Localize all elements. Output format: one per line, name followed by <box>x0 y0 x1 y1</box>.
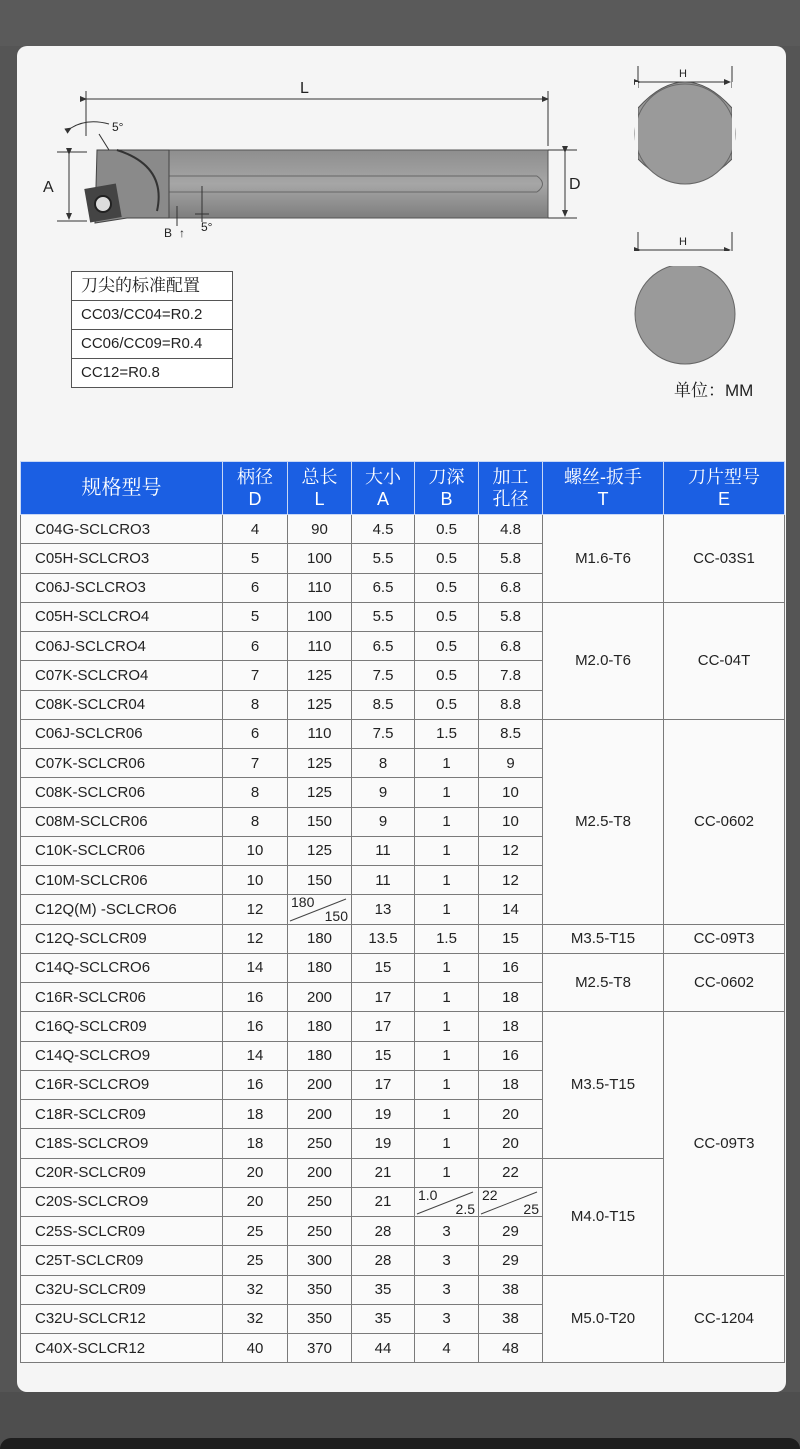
cell-hole: 38 <box>479 1275 543 1304</box>
cell-hole: 10 <box>479 778 543 807</box>
cell-B: 0.5 <box>415 690 479 719</box>
table-row <box>21 1275 785 1304</box>
cell-D: 7 <box>223 661 288 690</box>
cell-model: C16Q-SCLCR09 <box>21 1012 223 1041</box>
cell-B: 0.5 <box>415 632 479 661</box>
cell-D: 16 <box>223 1070 288 1099</box>
cell-D: 10 <box>223 836 288 865</box>
cell-insert-model: CC-09T3 <box>664 924 785 953</box>
cell-D: 5 <box>223 602 288 631</box>
cell-D: 4 <box>223 515 288 544</box>
cell-B: 1 <box>415 983 479 1012</box>
cell-model: C05H-SCLCRO4 <box>21 602 223 631</box>
cell-B: 1 <box>415 1012 479 1041</box>
cell-D: 20 <box>223 1158 288 1187</box>
cell-model: C20S-SCLCRO9 <box>21 1187 223 1216</box>
cell-A: 9 <box>352 778 415 807</box>
cell-D: 8 <box>223 778 288 807</box>
cell-D: 32 <box>223 1275 288 1304</box>
cell-model: C10K-SCLCR06 <box>21 836 223 865</box>
top-frame <box>0 0 800 46</box>
cell-A: 15 <box>352 953 415 982</box>
cell-model: C08K-SCLCR06 <box>21 778 223 807</box>
table-row <box>21 1012 785 1041</box>
cell-hole: 12 <box>479 836 543 865</box>
header-screw-wrench: 螺丝-扳手 T <box>543 462 664 515</box>
cell-B: 0.5 <box>415 602 479 631</box>
dim-H2-label: H <box>679 236 687 248</box>
cell-L: 125 <box>288 749 352 778</box>
dim-A-label: A <box>43 179 54 196</box>
cell-B: 1 <box>415 866 479 895</box>
cell-model: C06J-SCLCRO3 <box>21 573 223 602</box>
cell-model: C16R-SCLCRO9 <box>21 1070 223 1099</box>
cell-insert-model: CC-04T <box>664 602 785 719</box>
cell-D: 25 <box>223 1246 288 1275</box>
cell-hole: 16 <box>479 953 543 982</box>
cell-hole: 12 <box>479 866 543 895</box>
cell-B-split: 1.0 2.5 <box>415 1187 479 1216</box>
cell-model: C14Q-SCLCRO9 <box>21 1041 223 1070</box>
cell-hole: 48 <box>479 1334 543 1363</box>
cell-A: 35 <box>352 1275 415 1304</box>
svg-text:↑: ↑ <box>179 226 185 240</box>
cell-L: 300 <box>288 1246 352 1275</box>
cell-screw-wrench: M3.5-T15 <box>543 1012 664 1158</box>
cell-B: 0.5 <box>415 515 479 544</box>
cell-hole-split: 22 25 <box>479 1187 543 1216</box>
cell-hole: 14 <box>479 895 543 924</box>
dim-L-label: L <box>300 80 309 97</box>
cell-D: 14 <box>223 1041 288 1070</box>
cell-hole: 18 <box>479 1070 543 1099</box>
cell-L: 200 <box>288 1070 352 1099</box>
cell-D: 18 <box>223 1100 288 1129</box>
cell-B: 1 <box>415 895 479 924</box>
cell-D: 10 <box>223 866 288 895</box>
cell-model: C25S-SCLCR09 <box>21 1217 223 1246</box>
cell-hole: 15 <box>479 924 543 953</box>
cell-D: 32 <box>223 1304 288 1333</box>
cell-model: C32U-SCLCR12 <box>21 1304 223 1333</box>
header-shank-dia: 柄径 D <box>223 462 288 515</box>
cell-L: 150 <box>288 807 352 836</box>
cell-A: 17 <box>352 983 415 1012</box>
tip-radius-title: 刀尖的标准配置 <box>81 276 200 295</box>
table-row <box>21 924 785 953</box>
cell-B: 1 <box>415 778 479 807</box>
cell-model: C06J-SCLCRO4 <box>21 632 223 661</box>
cell-B: 1 <box>415 953 479 982</box>
cell-L: 250 <box>288 1187 352 1216</box>
cell-hole: 5.8 <box>479 602 543 631</box>
cell-hole: 16 <box>479 1041 543 1070</box>
cell-D: 40 <box>223 1334 288 1363</box>
cell-hole: 6.8 <box>479 573 543 602</box>
cell-B: 0.5 <box>415 661 479 690</box>
cell-A: 6.5 <box>352 573 415 602</box>
cell-insert-model: CC-1204 <box>664 1275 785 1363</box>
cell-hole: 38 <box>479 1304 543 1333</box>
cell-L: 100 <box>288 602 352 631</box>
cell-D: 20 <box>223 1187 288 1216</box>
cell-B: 3 <box>415 1246 479 1275</box>
cell-D: 25 <box>223 1217 288 1246</box>
tip-radius-row: CC12=R0.8 <box>72 358 232 387</box>
bottom-frame <box>0 1392 800 1449</box>
header-insert-model: 刀片型号 E <box>664 462 785 515</box>
cell-model: C10M-SCLCR06 <box>21 866 223 895</box>
cell-A: 44 <box>352 1334 415 1363</box>
cell-B: 0.5 <box>415 573 479 602</box>
cell-B: 1 <box>415 1129 479 1158</box>
cell-B: 1 <box>415 807 479 836</box>
cell-L: 180 <box>288 1012 352 1041</box>
cell-A: 28 <box>352 1217 415 1246</box>
cell-A: 21 <box>352 1187 415 1216</box>
cell-screw-wrench: M2.0-T6 <box>543 602 664 719</box>
cell-A: 19 <box>352 1100 415 1129</box>
cell-D: 16 <box>223 1012 288 1041</box>
table-row <box>21 719 785 748</box>
cell-A: 8 <box>352 749 415 778</box>
cell-hole: 29 <box>479 1246 543 1275</box>
cell-hole: 20 <box>479 1129 543 1158</box>
angle-bottom-label: 5° <box>201 220 213 234</box>
cell-D: 6 <box>223 632 288 661</box>
cell-model: C18R-SCLCR09 <box>21 1100 223 1129</box>
cell-A: 21 <box>352 1158 415 1187</box>
table-header-row <box>21 462 785 515</box>
cell-A: 6.5 <box>352 632 415 661</box>
cell-model: C16R-SCLCR06 <box>21 983 223 1012</box>
cell-A: 17 <box>352 1070 415 1099</box>
cell-L: 125 <box>288 778 352 807</box>
cell-A: 9 <box>352 807 415 836</box>
cell-A: 11 <box>352 866 415 895</box>
cell-D: 12 <box>223 924 288 953</box>
header-hole-dia: 加工 孔径 <box>479 462 543 515</box>
cell-L: 200 <box>288 1100 352 1129</box>
tool-diagram-svg <box>17 46 786 456</box>
cell-L: 110 <box>288 719 352 748</box>
cell-insert-model: CC-03S1 <box>664 515 785 603</box>
cell-model: C18S-SCLCRO9 <box>21 1129 223 1158</box>
cell-D: 8 <box>223 690 288 719</box>
cell-B: 0.5 <box>415 544 479 573</box>
cell-A: 35 <box>352 1304 415 1333</box>
cell-B: 1 <box>415 749 479 778</box>
cell-hole: 29 <box>479 1217 543 1246</box>
cell-model: C32U-SCLCR09 <box>21 1275 223 1304</box>
cell-B: 4 <box>415 1334 479 1363</box>
cell-model: C08M-SCLCR06 <box>21 807 223 836</box>
cell-model: C14Q-SCLCRO6 <box>21 953 223 982</box>
cell-model: C12Q-SCLCR09 <box>21 924 223 953</box>
cell-model: C07K-SCLCRO4 <box>21 661 223 690</box>
cell-D: 18 <box>223 1129 288 1158</box>
header-depth: 刀深 B <box>415 462 479 515</box>
cell-L: 180 <box>288 953 352 982</box>
cell-hole: 18 <box>479 1012 543 1041</box>
cell-insert-model: CC-0602 <box>664 719 785 924</box>
cell-model: C06J-SCLCR06 <box>21 719 223 748</box>
cell-A: 11 <box>352 836 415 865</box>
cell-L: 370 <box>288 1334 352 1363</box>
table-row <box>21 515 785 544</box>
cell-hole: 10 <box>479 807 543 836</box>
cell-hole: 8.8 <box>479 690 543 719</box>
cell-B: 3 <box>415 1304 479 1333</box>
cell-A: 8.5 <box>352 690 415 719</box>
cell-A: 28 <box>352 1246 415 1275</box>
cell-L: 100 <box>288 544 352 573</box>
tip-radius-config-box <box>71 271 233 388</box>
cell-L: 180 <box>288 1041 352 1070</box>
cell-A: 7.5 <box>352 661 415 690</box>
cell-screw-wrench: M2.5-T8 <box>543 953 664 1012</box>
cell-B: 1.5 <box>415 924 479 953</box>
cell-L: 125 <box>288 661 352 690</box>
cell-A: 5.5 <box>352 544 415 573</box>
table-row <box>21 953 785 982</box>
cell-B: 1 <box>415 1158 479 1187</box>
cell-L: 90 <box>288 515 352 544</box>
cell-A: 19 <box>352 1129 415 1158</box>
cell-L: 180 <box>288 924 352 953</box>
cell-L: 250 <box>288 1217 352 1246</box>
cell-model: C08K-SCLCR04 <box>21 690 223 719</box>
cell-hole: 6.8 <box>479 632 543 661</box>
cell-L: 200 <box>288 983 352 1012</box>
cell-D: 6 <box>223 719 288 748</box>
cell-D: 12 <box>223 895 288 924</box>
cell-model: C12Q(M) -SCLCRO6 <box>21 895 223 924</box>
cell-B: 1.5 <box>415 719 479 748</box>
cell-A: 5.5 <box>352 602 415 631</box>
tool-drawing <box>17 46 786 456</box>
cell-A: 13.5 <box>352 924 415 953</box>
cell-model: C07K-SCLCR06 <box>21 749 223 778</box>
cell-insert-model: CC-09T3 <box>664 1012 785 1275</box>
cell-A: 7.5 <box>352 719 415 748</box>
cell-A: 17 <box>352 1012 415 1041</box>
cell-screw-wrench: M2.5-T8 <box>543 719 664 924</box>
cell-screw-wrench: M4.0-T15 <box>543 1158 664 1275</box>
cell-hole: 5.8 <box>479 544 543 573</box>
cell-hole: 20 <box>479 1100 543 1129</box>
cell-L: 350 <box>288 1275 352 1304</box>
cell-D: 8 <box>223 807 288 836</box>
cell-D: 6 <box>223 573 288 602</box>
header-total-length: 总长 L <box>288 462 352 515</box>
cell-model: C40X-SCLCR12 <box>21 1334 223 1363</box>
cell-D: 16 <box>223 983 288 1012</box>
angle-top-label: 5° <box>112 120 124 134</box>
cell-screw-wrench: M3.5-T15 <box>543 924 664 953</box>
cell-hole: 18 <box>479 983 543 1012</box>
cell-L-split: 180 150 <box>288 895 352 924</box>
tip-radius-row: CC03/CC04=R0.2 <box>72 300 232 329</box>
table-row <box>21 602 785 631</box>
cell-B: 1 <box>415 1100 479 1129</box>
cell-D: 7 <box>223 749 288 778</box>
cell-model: C04G-SCLCRO3 <box>21 515 223 544</box>
cell-screw-wrench: M1.6-T6 <box>543 515 664 603</box>
cell-L: 350 <box>288 1304 352 1333</box>
cell-hole: 9 <box>479 749 543 778</box>
cell-B: 1 <box>415 1070 479 1099</box>
cell-B: 3 <box>415 1275 479 1304</box>
dim-D-label: D <box>569 176 581 193</box>
cell-B: 3 <box>415 1217 479 1246</box>
content-card <box>17 46 786 1392</box>
spec-table <box>20 461 785 1363</box>
cell-model: C20R-SCLCR09 <box>21 1158 223 1187</box>
cell-L: 110 <box>288 632 352 661</box>
cell-model: C25T-SCLCR09 <box>21 1246 223 1275</box>
cell-L: 125 <box>288 690 352 719</box>
cell-B: 1 <box>415 836 479 865</box>
cell-L: 125 <box>288 836 352 865</box>
table-body <box>21 515 785 1363</box>
header-model: 规格型号 <box>21 462 223 515</box>
dim-B-label: B <box>164 226 173 240</box>
tip-radius-row: CC06/CC09=R0.4 <box>72 329 232 358</box>
cell-hole: 7.8 <box>479 661 543 690</box>
cell-A: 4.5 <box>352 515 415 544</box>
cell-hole: 8.5 <box>479 719 543 748</box>
cell-L: 110 <box>288 573 352 602</box>
cell-hole: 4.8 <box>479 515 543 544</box>
cell-insert-model: CC-0602 <box>664 953 785 1012</box>
bottom-bar <box>0 1438 800 1449</box>
cell-hole: 22 <box>479 1158 543 1187</box>
cell-L: 200 <box>288 1158 352 1187</box>
header-size: 大小 A <box>352 462 415 515</box>
cell-L: 150 <box>288 866 352 895</box>
dim-H1-label: H <box>679 68 687 80</box>
cell-B: 1 <box>415 1041 479 1070</box>
cell-A: 13 <box>352 895 415 924</box>
cell-screw-wrench: M5.0-T20 <box>543 1275 664 1363</box>
cell-A: 15 <box>352 1041 415 1070</box>
cell-model: C05H-SCLCRO3 <box>21 544 223 573</box>
cell-D: 14 <box>223 953 288 982</box>
unit-label: 单位：MM <box>674 381 754 400</box>
cell-L: 250 <box>288 1129 352 1158</box>
cell-D: 5 <box>223 544 288 573</box>
